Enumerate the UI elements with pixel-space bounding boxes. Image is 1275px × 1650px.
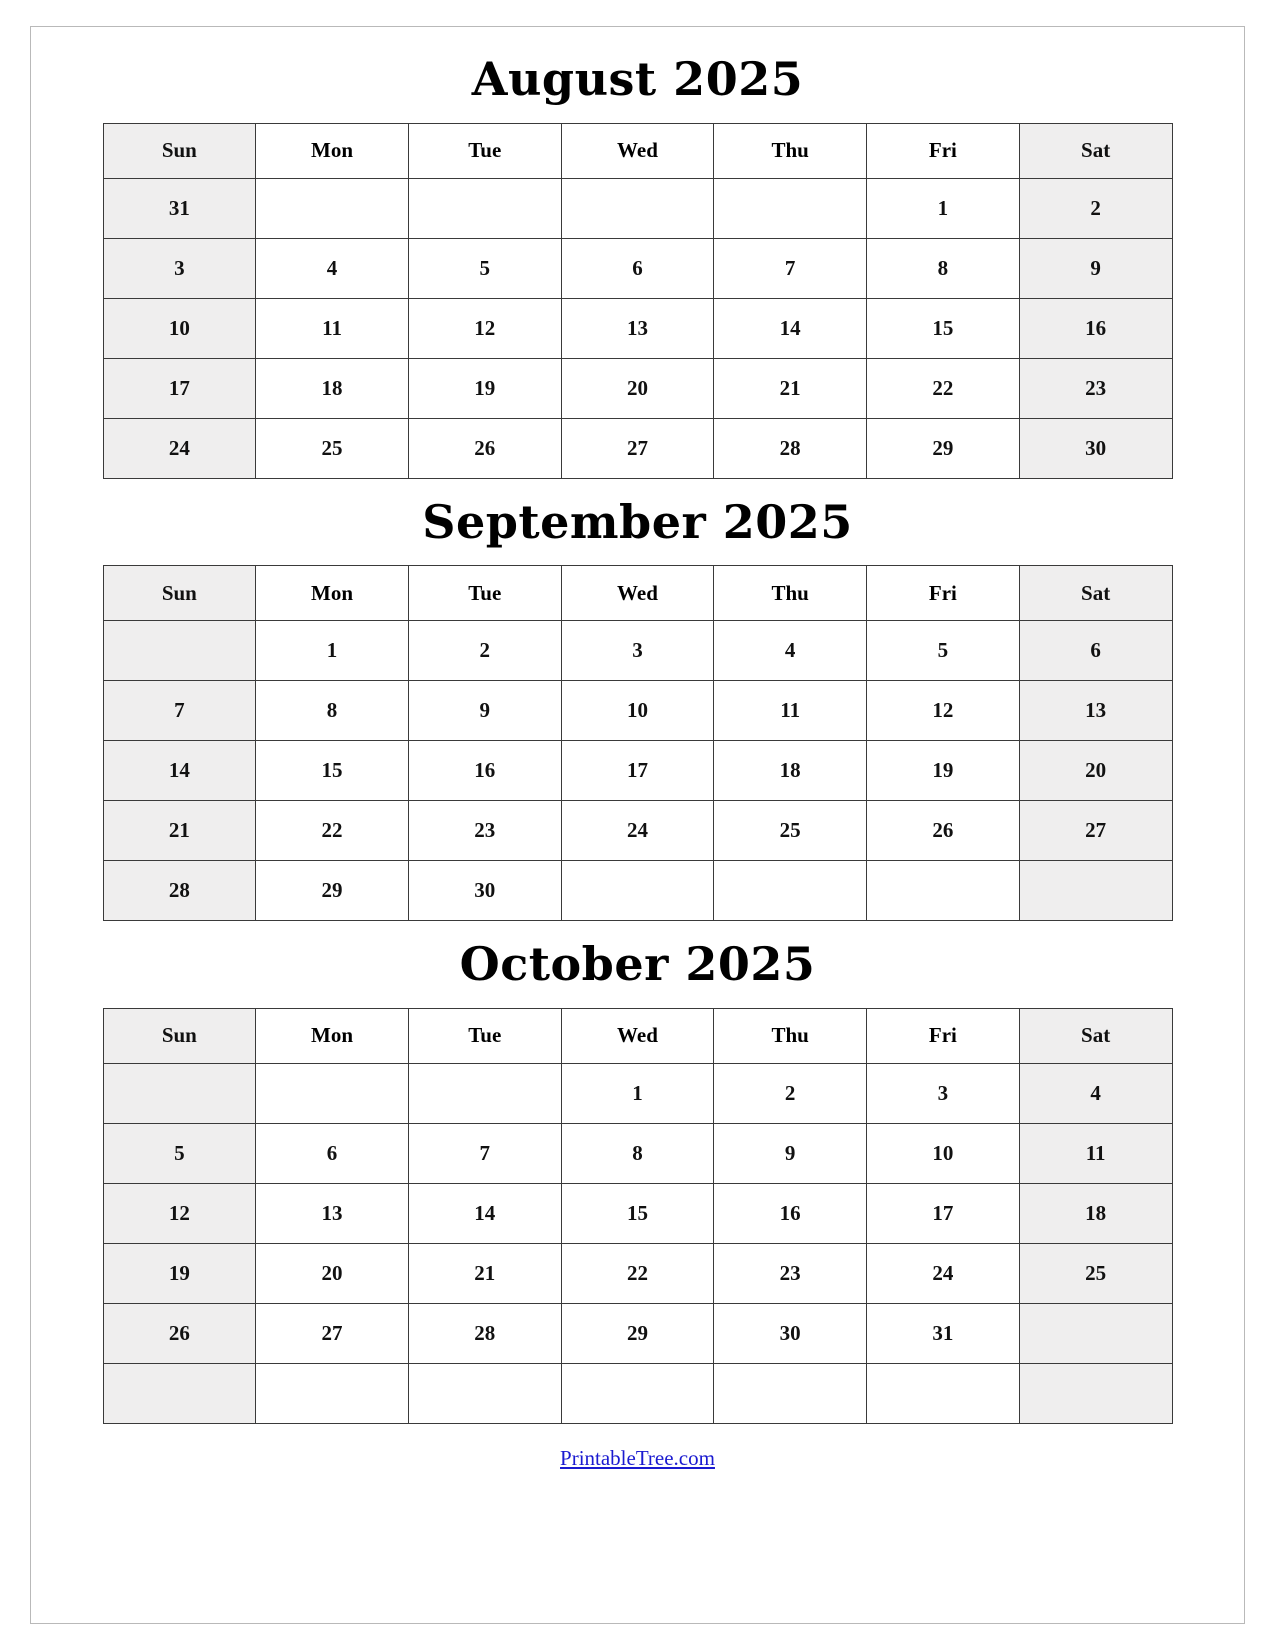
weekday-header-mon: Mon — [256, 123, 409, 178]
week-row — [103, 861, 1172, 921]
day-cell: 10 — [561, 681, 714, 741]
day-cell: 16 — [1019, 298, 1172, 358]
day-cell: 21 — [408, 1243, 561, 1303]
week-row — [103, 1363, 1172, 1423]
day-cell: 30 — [1019, 418, 1172, 478]
day-cell: 17 — [561, 741, 714, 801]
week-row — [103, 621, 1172, 681]
calendar-table-september — [103, 565, 1173, 921]
day-cell: 14 — [714, 298, 867, 358]
day-cell: 28 — [103, 861, 256, 921]
day-cell: 16 — [408, 741, 561, 801]
weekday-header-sun: Sun — [103, 1008, 256, 1063]
day-cell: 2 — [1019, 178, 1172, 238]
day-cell — [256, 178, 409, 238]
weekday-header-sat: Sat — [1019, 566, 1172, 621]
day-cell: 23 — [714, 1243, 867, 1303]
day-cell — [408, 1363, 561, 1423]
day-cell: 18 — [256, 358, 409, 418]
day-cell — [103, 1363, 256, 1423]
month-block-october — [90, 925, 1185, 1424]
day-cell: 22 — [256, 801, 409, 861]
day-cell: 14 — [103, 741, 256, 801]
day-cell: 1 — [867, 178, 1020, 238]
weekday-header-wed: Wed — [561, 123, 714, 178]
day-cell — [103, 1063, 256, 1123]
weekday-header-mon: Mon — [256, 566, 409, 621]
day-cell — [256, 1363, 409, 1423]
day-cell: 11 — [1019, 1123, 1172, 1183]
month-title: September 2025 — [422, 494, 853, 549]
day-cell: 19 — [408, 358, 561, 418]
day-cell: 13 — [256, 1183, 409, 1243]
day-cell: 8 — [256, 681, 409, 741]
day-cell: 11 — [256, 298, 409, 358]
day-cell: 9 — [714, 1123, 867, 1183]
day-cell: 7 — [103, 681, 256, 741]
day-cell: 6 — [256, 1123, 409, 1183]
day-cell: 12 — [867, 681, 1020, 741]
day-cell: 28 — [714, 418, 867, 478]
day-cell: 30 — [408, 861, 561, 921]
week-row — [103, 1243, 1172, 1303]
day-cell: 27 — [1019, 801, 1172, 861]
weekday-header-fri: Fri — [867, 123, 1020, 178]
month-title: August 2025 — [471, 52, 804, 106]
footer — [90, 1446, 1185, 1471]
weekday-header-thu: Thu — [714, 566, 867, 621]
day-cell: 5 — [408, 238, 561, 298]
day-cell: 6 — [1019, 621, 1172, 681]
day-cell: 17 — [867, 1183, 1020, 1243]
week-row — [103, 1303, 1172, 1363]
day-cell: 15 — [256, 741, 409, 801]
day-cell: 6 — [561, 238, 714, 298]
weekday-header-thu: Thu — [714, 123, 867, 178]
day-cell: 21 — [103, 801, 256, 861]
day-cell — [408, 1063, 561, 1123]
day-cell: 25 — [1019, 1243, 1172, 1303]
month-block-august — [90, 40, 1185, 479]
day-cell: 27 — [256, 1303, 409, 1363]
day-cell: 5 — [867, 621, 1020, 681]
day-cell: 13 — [1019, 681, 1172, 741]
weekday-header-sat: Sat — [1019, 123, 1172, 178]
day-cell — [1019, 1363, 1172, 1423]
day-cell: 21 — [714, 358, 867, 418]
day-cell: 18 — [714, 741, 867, 801]
day-cell: 1 — [256, 621, 409, 681]
day-cell — [561, 861, 714, 921]
day-cell: 7 — [714, 238, 867, 298]
day-cell: 27 — [561, 418, 714, 478]
weekday-header-sun: Sun — [103, 566, 256, 621]
day-cell: 18 — [1019, 1183, 1172, 1243]
week-row — [103, 1123, 1172, 1183]
weekday-header-wed: Wed — [561, 566, 714, 621]
day-cell: 15 — [867, 298, 1020, 358]
day-cell — [867, 1363, 1020, 1423]
weekday-header-fri: Fri — [867, 1008, 1020, 1063]
day-cell: 31 — [103, 178, 256, 238]
weekday-header-tue: Tue — [408, 123, 561, 178]
day-cell: 16 — [714, 1183, 867, 1243]
day-cell: 8 — [867, 238, 1020, 298]
weekday-header-sat: Sat — [1019, 1008, 1172, 1063]
day-cell: 19 — [867, 741, 1020, 801]
printabletree-link[interactable]: PrintableTree.com — [560, 1445, 715, 1470]
day-cell: 12 — [408, 298, 561, 358]
day-cell: 4 — [714, 621, 867, 681]
weekday-header-row — [103, 123, 1172, 178]
day-cell: 29 — [256, 861, 409, 921]
day-cell: 31 — [867, 1303, 1020, 1363]
day-cell: 7 — [408, 1123, 561, 1183]
day-cell: 29 — [867, 418, 1020, 478]
day-cell: 10 — [867, 1123, 1020, 1183]
day-cell: 12 — [103, 1183, 256, 1243]
day-cell — [1019, 861, 1172, 921]
day-cell: 24 — [103, 418, 256, 478]
day-cell: 2 — [408, 621, 561, 681]
weekday-header-thu: Thu — [714, 1008, 867, 1063]
weekday-header-row — [103, 1008, 1172, 1063]
day-cell: 13 — [561, 298, 714, 358]
day-cell — [103, 621, 256, 681]
day-cell: 2 — [714, 1063, 867, 1123]
day-cell — [1019, 1303, 1172, 1363]
day-cell: 10 — [103, 298, 256, 358]
week-row — [103, 801, 1172, 861]
day-cell: 20 — [256, 1243, 409, 1303]
day-cell — [561, 178, 714, 238]
day-cell: 22 — [867, 358, 1020, 418]
day-cell: 26 — [408, 418, 561, 478]
day-cell — [714, 1363, 867, 1423]
day-cell — [867, 861, 1020, 921]
week-row — [103, 1063, 1172, 1123]
day-cell: 4 — [256, 238, 409, 298]
day-cell: 8 — [561, 1123, 714, 1183]
day-cell: 20 — [1019, 741, 1172, 801]
day-cell: 14 — [408, 1183, 561, 1243]
weekday-header-sun: Sun — [103, 123, 256, 178]
week-row — [103, 298, 1172, 358]
weekday-header-wed: Wed — [561, 1008, 714, 1063]
week-row — [103, 358, 1172, 418]
day-cell: 24 — [561, 801, 714, 861]
day-cell: 1 — [561, 1063, 714, 1123]
day-cell — [561, 1363, 714, 1423]
day-cell: 23 — [1019, 358, 1172, 418]
weekday-header-tue: Tue — [408, 1008, 561, 1063]
day-cell: 5 — [103, 1123, 256, 1183]
day-cell: 3 — [561, 621, 714, 681]
day-cell: 11 — [714, 681, 867, 741]
calendar-table-august — [103, 123, 1173, 479]
calendar-table-october — [103, 1008, 1173, 1424]
day-cell: 25 — [714, 801, 867, 861]
day-cell: 9 — [1019, 238, 1172, 298]
day-cell: 3 — [867, 1063, 1020, 1123]
day-cell: 19 — [103, 1243, 256, 1303]
week-row — [103, 681, 1172, 741]
day-cell: 25 — [256, 418, 409, 478]
weekday-header-mon: Mon — [256, 1008, 409, 1063]
day-cell: 17 — [103, 358, 256, 418]
calendar-content — [90, 26, 1185, 1471]
day-cell — [714, 178, 867, 238]
weekday-header-tue: Tue — [408, 566, 561, 621]
month-block-september — [90, 483, 1185, 922]
week-row — [103, 238, 1172, 298]
day-cell: 3 — [103, 238, 256, 298]
month-title: October 2025 — [459, 937, 816, 992]
week-row — [103, 741, 1172, 801]
day-cell — [256, 1063, 409, 1123]
day-cell: 30 — [714, 1303, 867, 1363]
day-cell: 29 — [561, 1303, 714, 1363]
day-cell — [408, 178, 561, 238]
day-cell: 9 — [408, 681, 561, 741]
day-cell: 26 — [103, 1303, 256, 1363]
week-row — [103, 418, 1172, 478]
week-row — [103, 1183, 1172, 1243]
day-cell: 23 — [408, 801, 561, 861]
week-row — [103, 178, 1172, 238]
day-cell: 22 — [561, 1243, 714, 1303]
day-cell: 4 — [1019, 1063, 1172, 1123]
day-cell: 26 — [867, 801, 1020, 861]
day-cell: 15 — [561, 1183, 714, 1243]
day-cell: 28 — [408, 1303, 561, 1363]
weekday-header-fri: Fri — [867, 566, 1020, 621]
weekday-header-row — [103, 566, 1172, 621]
day-cell — [714, 861, 867, 921]
day-cell: 20 — [561, 358, 714, 418]
day-cell: 24 — [867, 1243, 1020, 1303]
